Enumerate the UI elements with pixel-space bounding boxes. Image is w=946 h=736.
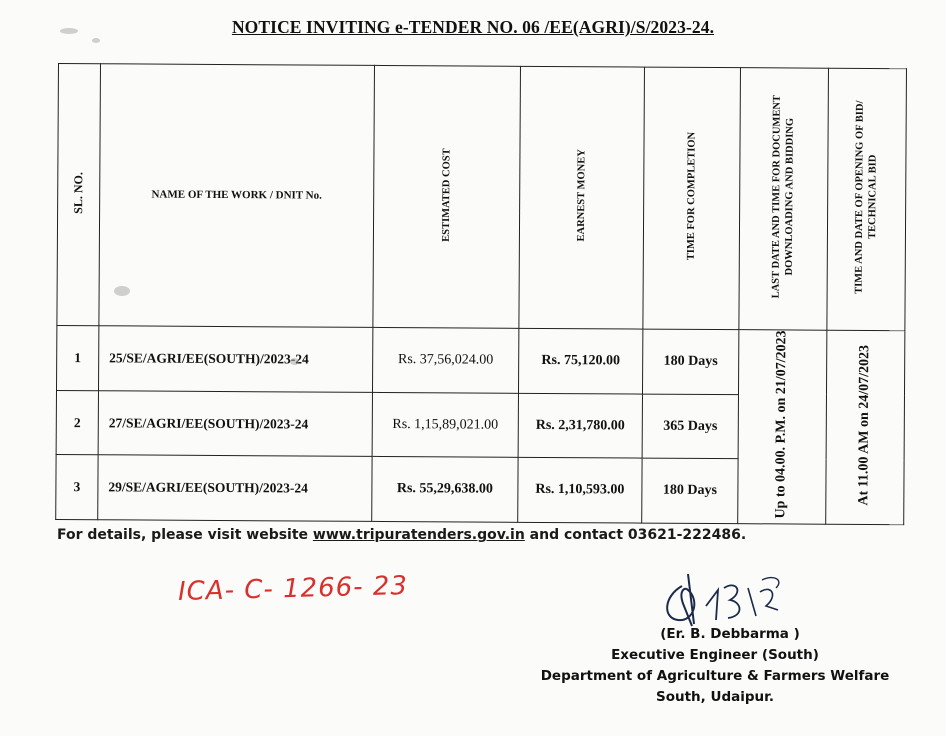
row-estimated-cost: Rs. 37,56,024.00 [372, 327, 518, 393]
row-work-name: 27/SE/AGRI/EE(SOUTH)/2023-24 [98, 390, 372, 456]
header-estimated-cost: ESTIMATED COST [373, 65, 521, 328]
row-sl-no: 1 [57, 325, 99, 390]
row-work-name: 29/SE/AGRI/EE(SOUTH)/2023-24 [98, 455, 372, 521]
row-earnest-money: Rs. 2,31,780.00 [518, 393, 642, 458]
signatory-name: (Er. B. Debbarma ) [660, 626, 800, 642]
last-date-value: Up to 04.00. P.M. on 21/07/2023 [738, 330, 827, 525]
row-earnest-money: Rs. 75,120.00 [518, 328, 642, 393]
details-footer [57, 527, 746, 543]
header-opening-date: TIME AND DATE OF OPENING OF BID/ TECHNICAL BID [827, 68, 907, 330]
header-earnest-money: EARNEST MONEY [519, 66, 645, 329]
signatory-designation: Executive Engineer (South) [611, 647, 819, 663]
row-sl-no: 3 [56, 455, 98, 520]
scan-smudge [114, 286, 130, 296]
reference-note: ICA- C- 1266- 23 [177, 570, 409, 608]
row-time-for-completion: 365 Days [642, 394, 738, 459]
row-time-for-completion: 180 Days [642, 458, 738, 523]
website-link[interactable]: www.tripuratenders.gov.in [312, 527, 525, 543]
row-earnest-money: Rs. 1,10,593.00 [518, 458, 642, 523]
scan-smudge [60, 28, 78, 34]
row-estimated-cost: Rs. 55,29,638.00 [372, 457, 518, 523]
signatory-department: Department of Agriculture & Farmers Welfare [540, 668, 890, 684]
row-sl-no: 2 [56, 390, 98, 455]
header-last-date: LAST DATE AND TIME FOR DOCUMENT DOWNLOADING AND BIDDING [739, 68, 829, 331]
signature-block [520, 624, 910, 708]
row-estimated-cost: Rs. 1,15,89,021.00 [372, 392, 518, 458]
scan-smudge [92, 38, 100, 43]
footer-contact: and contact 03621-222486. [524, 527, 747, 543]
row-work-name: 25/SE/AGRI/EE(SOUTH)/2023-24 [99, 326, 373, 392]
tender-table [55, 63, 907, 525]
footer-prefix: For details, please visit website [57, 527, 313, 543]
row-time-for-completion: 180 Days [642, 329, 738, 394]
header-sl-no: SL. NO. [57, 64, 101, 326]
header-time-for-completion: TIME FOR COMPLETION [643, 67, 741, 330]
opening-date-value: At 11.00 AM on 24/07/2023 [826, 330, 905, 525]
scan-smudge [290, 358, 299, 365]
signatory-location: South, Udaipur. [656, 689, 774, 705]
table-header-row [57, 64, 907, 331]
table-row [57, 325, 905, 395]
notice-title: NOTICE INVITING e-TENDER NO. 06 /EE(AGRI)/S/2023-24. [231, 17, 715, 37]
header-name-of-work: NAME OF THE WORK / DNIT No. [99, 64, 375, 328]
